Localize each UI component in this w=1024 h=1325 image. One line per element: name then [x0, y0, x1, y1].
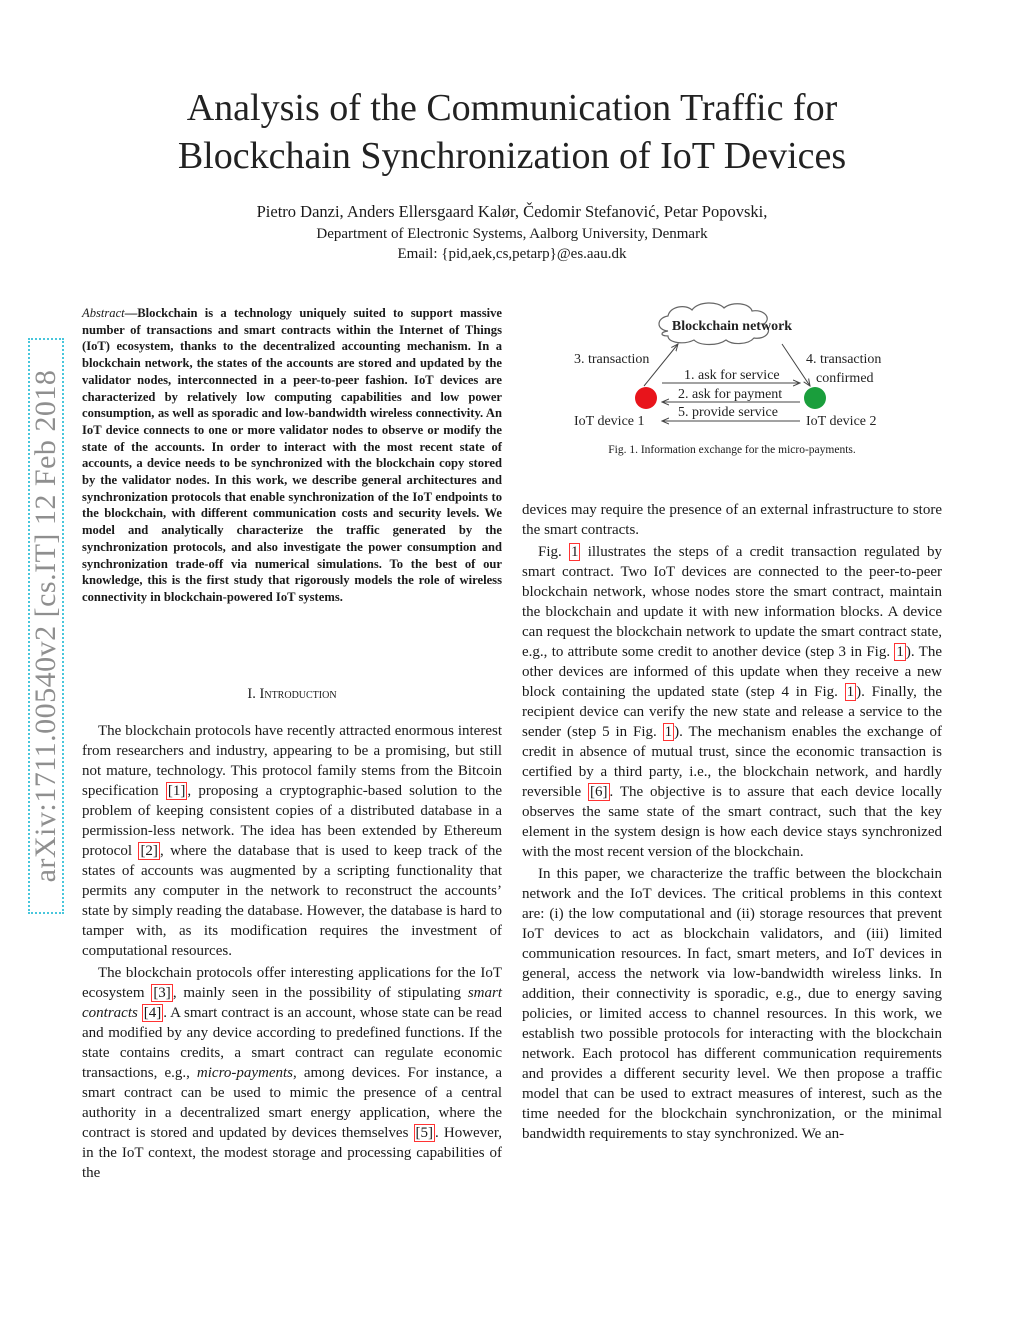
- intro-paragraph-1: The blockchain protocols have recently attracted enormous interest from researchers and industry, appearing to be a promising, but still not mature, technology. This protocol family stems from the Bitcoin specification [1] , proposing a cryptographic-based solution to the problem of keeping consistent copies of a distributed database in a permission-less network. The idea has been extended by Ethereum protocol [2] , where the database that is used to keep track of the states of accounts was augmented by a scripting functionality that permits any computer in the network to reconstruct the accounts’ state by simply reading the database. However, the database is hard to tamper with, as its modification requires the investment of computational resources.: [82, 723, 502, 959]
- figure-ref-link[interactable]: 1: [896, 644, 904, 660]
- figure-ref-link[interactable]: 1: [664, 724, 673, 740]
- label-step-4-line-2: confirmed: [816, 371, 874, 386]
- title-line-1: Analysis of the Communication Traffic for: [186, 87, 838, 129]
- citation-link[interactable]: [1]: [167, 783, 186, 799]
- section-title: Introduction: [259, 686, 337, 702]
- right-column-body: [522, 500, 942, 1144]
- right-paragraph-0: devices may require the presence of an external infrastructure to store the smart contracts.: [522, 502, 942, 538]
- cloud-label: Blockchain network: [671, 319, 793, 334]
- abstract-text: —Blockchain is a technology uniquely suited to support massive number of transactions and smart contracts within the Internet of Things (IoT) ecosystem, thanks to the decentralized accounting mechanism. In a blockchain network, the states of the accounts are stored and updated by the validator nodes, interconnected in a peer-to-peer fashion. IoT devices are characterized by relatively low computing capabilities and low power consumption, as well as sporadic and low-bandwidth wireless connectivity. An IoT device connects to one or more validator nodes to observe or modify the state of the accounts. In order to interact with the most recent state of accounts, a device needs to be synchronized with the blockchain copy stored by the validator nodes. In this work, we describe general architectures and synchronization protocols that enable synchronization of the IoT endpoints to the blockchain, with different communication costs and security levels. We model and analytically characterize the traffic generated by the synchronization protocols, and also investigate the power consumption and synchronization trade-off via numerical simulations. To the best of our knowledge, this is the first study that rigorously models the role of wireless connectivity in blockchain-powered IoT systems.: [82, 306, 502, 604]
- abstract: [82, 305, 502, 606]
- iot-device-1-node: [635, 387, 657, 409]
- label-device-2: IoT device 2: [806, 414, 877, 429]
- label-device-1: IoT device 1: [574, 414, 645, 429]
- label-step-1: 1. ask for service: [684, 368, 780, 383]
- arxiv-sidebar-stamp: [28, 338, 64, 914]
- left-column-body: [82, 721, 502, 1183]
- citation-link[interactable]: [5]: [415, 1125, 434, 1141]
- figure-ref-link[interactable]: 1: [846, 684, 855, 700]
- paper-title: [0, 84, 1024, 180]
- figure-1-diagram: [560, 298, 910, 438]
- figure-ref-link[interactable]: 1: [570, 544, 579, 560]
- citation-link[interactable]: [2]: [140, 843, 158, 859]
- label-step-4-line-1: 4. transaction: [806, 352, 882, 367]
- right-paragraph-1: Fig. 1 illustrates the steps of a credit transaction regulated by smart contract. Two IoT devices are connected to the peer-to-peer blockchain network, whose nodes store the smart contract, maintain the blockchain and update it with new information blocks. A device can request the blockchain network to update the smart contract state, e.g., to attribute some credit to another device (step 3 in Fig. 1 ). The other devices are informed of this update when they receive a new block containing the updated state (step 4 in Fig. 1 ). Finally, the recipient device can verify the new state and release a service to the sender (step 5 in Fig. 1 ). The mechanism enables the exchange of credit in absence of mutual trust, since the economic transaction is certified by a third party, i.e., the blockchain network, and hardly reversible [6] . The objective is to assure that each device locally observes the same state of the smart contract, such that the key element in the system design is how each device stays synchronized with the most recent version of the blockchain.: [522, 544, 943, 860]
- iot-device-2-node: [804, 387, 826, 409]
- title-line-2: Blockchain Synchronization of IoT Devices: [177, 135, 847, 177]
- label-step-3: 3. transaction: [574, 352, 650, 367]
- citation-link[interactable]: [4]: [143, 1005, 162, 1021]
- email-line: Email: {pid,aek,cs,petarp}@es.aau.dk: [397, 246, 627, 262]
- intro-paragraph-2: The blockchain protocols offer interesting applications for the IoT ecosystem [3] , mainly seen in the possibility of stipulating smart contracts [4] . A smart contract is an account, whose state can be read and modified by any device according to predefined functions. If the state contains credits, a smart contract can regulate economic transactions, e.g., micro-payments, among devices. For instance, a smart contract can be used to mimic the presence of a central authority in a decentralized smart energy application, where the contract is stored and updated by devices themselves [5] . However, in the IoT context, the modest storage and processing capabilities of the: [82, 965, 502, 1181]
- section-number: I.: [247, 686, 260, 702]
- affiliation: Department of Electronic Systems, Aalborg University, Denmark: [316, 226, 708, 242]
- arxiv-id: arXiv:1711.00540v2 [cs.IT] 12 Feb 2018: [29, 369, 62, 883]
- citation-link[interactable]: [3]: [153, 985, 171, 1001]
- abstract-label: Abstract: [82, 306, 125, 320]
- right-paragraph-2: In this paper, we characterize the traffic between the blockchain network and the IoT devices. The critical problems in this context are: (i) the low computational and (ii) storage resources that prevent IoT devices to act as blockchain validators, and (iii) limited communication resources. In fact, smart meters, and IoT devices in general, access the network via low-bandwidth wireless links. In addition, their connectivity is sporadic, e.g., due to energy saving policies, or limited access to channel resources. In this work, we establish two possible protocols for interacting with the blockchain network. Each protocol has different communication requirements and provides a different security level. We then propose a traffic model that can be used to extract measures of interest, such as the time needed for the blockchain synchronization, or the minimal bandwidth requirements to stay synchronized. We an-: [522, 866, 942, 1142]
- label-step-2: 2. ask for payment: [678, 387, 783, 402]
- figure-1-caption: Fig. 1. Information exchange for the micro-payments.: [608, 444, 856, 456]
- section-heading-introduction: [82, 686, 502, 703]
- author-list: Pietro Danzi, Anders Ellersgaard Kalør, Čedomir Stefanović, Petar Popovski,: [256, 202, 768, 221]
- label-step-5: 5. provide service: [678, 405, 778, 420]
- citation-link[interactable]: [6]: [590, 784, 608, 800]
